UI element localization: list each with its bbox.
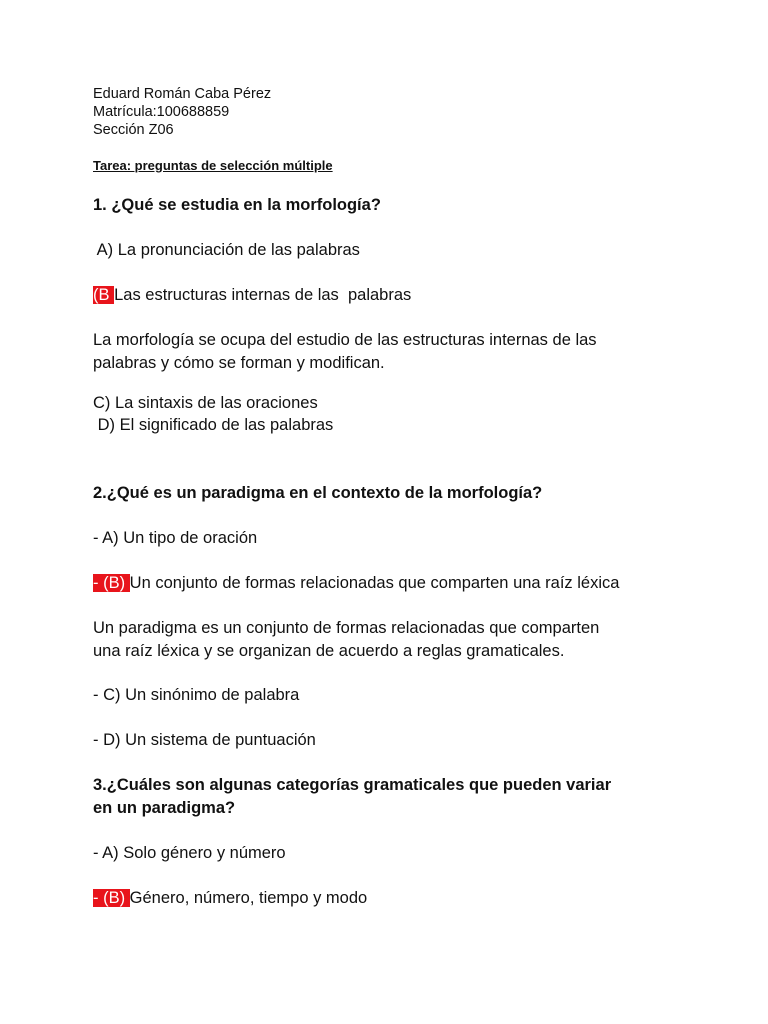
q3-option-b-text: Género, número, tiempo y modo [129,889,368,907]
author-name: Eduard Román Caba Pérez [93,86,272,102]
answer-highlight: - (B) [93,574,130,592]
q2-explanation-line-1: Un paradigma es un conjunto de formas relacionadas que comparten [93,619,600,637]
q2-option-c: - C) Un sinónimo de palabra [93,686,300,704]
q1-option-b-text: Las estructuras internas de las palabras [114,286,412,304]
q1-option-b [93,286,411,305]
answer-highlight: (B [93,286,115,304]
q2-option-a: - A) Un tipo de oración [93,529,258,547]
matricula: Matrícula:100688859 [93,104,230,120]
question-1-title: 1. ¿Qué se estudia en la morfología? [93,196,381,214]
q1-option-a: A) La pronunciación de las palabras [93,241,360,259]
task-title: Tarea: preguntas de selección múltiple [93,158,333,173]
question-2-title: 2.¿Qué es un paradigma en el contexto de la morfología? [93,484,543,502]
q3-option-b [93,889,367,908]
q2-option-b [93,574,619,593]
q1-explanation-line-1: La morfología se ocupa del estudio de las estructuras internas de las [93,331,597,349]
q1-option-c: C) La sintaxis de las oraciones [93,394,318,412]
q1-explanation-line-2: palabras y cómo se forman y modifican. [93,354,385,372]
q1-option-d: D) El significado de las palabras [93,416,334,434]
q3-option-a: - A) Solo género y número [93,844,286,862]
answer-highlight: - (B) [93,889,130,907]
question-3-title-line-2: en un paradigma? [93,799,236,817]
q2-option-d: - D) Un sistema de puntuación [93,731,316,749]
q2-explanation-line-2: una raíz léxica y se organizan de acuerdo a reglas gramaticales. [93,642,565,660]
question-3-title-line-1: 3.¿Cuáles son algunas categorías gramaticales que pueden variar [93,776,612,794]
seccion: Sección Z06 [93,122,174,138]
q2-option-b-text: Un conjunto de formas relacionadas que comparten una raíz léxica [129,574,620,592]
